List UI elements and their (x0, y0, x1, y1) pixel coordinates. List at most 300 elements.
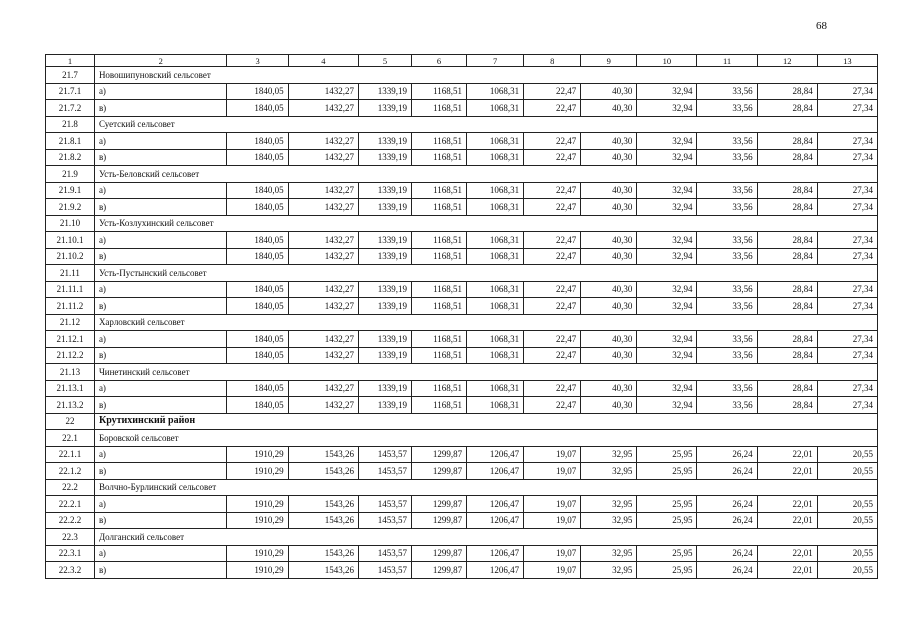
row-code: 22.3.1 (46, 545, 95, 562)
value-cell: 32,94 (637, 347, 697, 364)
value-cell: 27,34 (817, 182, 877, 199)
value-cell: 1168,51 (412, 83, 467, 100)
table-row (46, 545, 878, 562)
value-cell: 32,95 (581, 512, 637, 529)
value-cell: 1453,57 (359, 446, 412, 463)
value-cell: 28,84 (757, 248, 817, 265)
value-cell: 1543,26 (288, 545, 358, 562)
group-name: Долганский сельсовет (94, 529, 877, 546)
column-header: 8 (524, 55, 581, 67)
value-cell: 1432,27 (288, 380, 358, 397)
value-cell: 1068,31 (467, 248, 524, 265)
value-cell: 1339,19 (359, 133, 412, 150)
value-cell: 28,84 (757, 83, 817, 100)
value-cell: 40,30 (581, 380, 637, 397)
row-code: 22.3.2 (46, 562, 95, 579)
value-cell: 1432,27 (288, 232, 358, 249)
value-cell: 27,34 (817, 281, 877, 298)
value-cell: 26,24 (697, 463, 757, 480)
value-cell: 19,07 (524, 496, 581, 513)
row-label: в) (94, 463, 227, 480)
row-label: а) (94, 232, 227, 249)
value-cell: 26,24 (697, 512, 757, 529)
header-row (46, 55, 878, 67)
row-label: в) (94, 347, 227, 364)
row-label: а) (94, 446, 227, 463)
value-cell: 32,94 (637, 397, 697, 414)
value-cell: 1168,51 (412, 182, 467, 199)
value-cell: 33,56 (697, 199, 757, 216)
group-row (46, 430, 878, 447)
district-row (46, 413, 878, 430)
value-cell: 33,56 (697, 248, 757, 265)
value-cell: 32,94 (637, 133, 697, 150)
row-code: 21.9.2 (46, 199, 95, 216)
row-code: 22.2.1 (46, 496, 95, 513)
table-row (46, 298, 878, 315)
value-cell: 1068,31 (467, 133, 524, 150)
row-code: 21.10 (46, 215, 95, 232)
value-cell: 27,34 (817, 232, 877, 249)
value-cell: 1543,26 (288, 562, 358, 579)
value-cell: 1168,51 (412, 347, 467, 364)
value-cell: 1432,27 (288, 149, 358, 166)
value-cell: 32,94 (637, 83, 697, 100)
value-cell: 1840,05 (227, 100, 288, 117)
value-cell: 1840,05 (227, 83, 288, 100)
column-header: 12 (757, 55, 817, 67)
value-cell: 26,24 (697, 545, 757, 562)
value-cell: 20,55 (817, 496, 877, 513)
value-cell: 40,30 (581, 133, 637, 150)
group-name: Усть-Пустынский сельсовет (94, 265, 877, 282)
value-cell: 26,24 (697, 496, 757, 513)
row-code: 21.13 (46, 364, 95, 381)
group-row (46, 116, 878, 133)
value-cell: 22,47 (524, 149, 581, 166)
value-cell: 32,94 (637, 149, 697, 166)
value-cell: 27,34 (817, 83, 877, 100)
row-label: а) (94, 496, 227, 513)
value-cell: 1339,19 (359, 298, 412, 315)
table-row (46, 496, 878, 513)
value-cell: 1432,27 (288, 347, 358, 364)
value-cell: 25,95 (637, 562, 697, 579)
value-cell: 40,30 (581, 100, 637, 117)
value-cell: 33,56 (697, 100, 757, 117)
value-cell: 1206,47 (467, 562, 524, 579)
value-cell: 1432,27 (288, 298, 358, 315)
value-cell: 33,56 (697, 380, 757, 397)
value-cell: 32,94 (637, 232, 697, 249)
table-row (46, 463, 878, 480)
row-code: 21.12.1 (46, 331, 95, 348)
value-cell: 1432,27 (288, 248, 358, 265)
row-code: 21.12 (46, 314, 95, 331)
value-cell: 1068,31 (467, 397, 524, 414)
row-code: 21.8.1 (46, 133, 95, 150)
value-cell: 1543,26 (288, 496, 358, 513)
value-cell: 28,84 (757, 100, 817, 117)
group-row (46, 479, 878, 496)
value-cell: 28,84 (757, 380, 817, 397)
value-cell: 32,94 (637, 248, 697, 265)
value-cell: 1910,29 (227, 463, 288, 480)
value-cell: 1840,05 (227, 397, 288, 414)
value-cell: 1068,31 (467, 149, 524, 166)
value-cell: 1168,51 (412, 100, 467, 117)
table-row (46, 248, 878, 265)
value-cell: 1432,27 (288, 83, 358, 100)
row-code: 21.8.2 (46, 149, 95, 166)
table-row (46, 331, 878, 348)
value-cell: 25,95 (637, 463, 697, 480)
value-cell: 32,94 (637, 182, 697, 199)
value-cell: 33,56 (697, 347, 757, 364)
value-cell: 1168,51 (412, 248, 467, 265)
value-cell: 32,95 (581, 545, 637, 562)
value-cell: 1339,19 (359, 232, 412, 249)
value-cell: 40,30 (581, 347, 637, 364)
value-cell: 22,47 (524, 397, 581, 414)
row-code: 21.11.1 (46, 281, 95, 298)
row-code: 22.1.1 (46, 446, 95, 463)
value-cell: 1840,05 (227, 281, 288, 298)
table-row (46, 380, 878, 397)
value-cell: 20,55 (817, 446, 877, 463)
value-cell: 1339,19 (359, 248, 412, 265)
value-cell: 40,30 (581, 149, 637, 166)
value-cell: 20,55 (817, 545, 877, 562)
value-cell: 19,07 (524, 446, 581, 463)
value-cell: 40,30 (581, 298, 637, 315)
column-header: 5 (359, 55, 412, 67)
value-cell: 1339,19 (359, 149, 412, 166)
value-cell: 1910,29 (227, 512, 288, 529)
group-name: Усть-Беловский сельсовет (94, 166, 877, 183)
value-cell: 27,34 (817, 347, 877, 364)
value-cell: 22,01 (757, 545, 817, 562)
table-row (46, 149, 878, 166)
value-cell: 19,07 (524, 512, 581, 529)
row-label: в) (94, 248, 227, 265)
row-code: 22.2.2 (46, 512, 95, 529)
value-cell: 1339,19 (359, 281, 412, 298)
value-cell: 1206,47 (467, 463, 524, 480)
row-code: 21.7 (46, 67, 95, 84)
row-code: 22.3 (46, 529, 95, 546)
value-cell: 28,84 (757, 133, 817, 150)
table-body (46, 67, 878, 579)
value-cell: 25,95 (637, 446, 697, 463)
row-label: в) (94, 562, 227, 579)
group-name: Новошипуновский сельсовет (94, 67, 877, 84)
value-cell: 1299,87 (412, 463, 467, 480)
value-cell: 1206,47 (467, 545, 524, 562)
column-header: 10 (637, 55, 697, 67)
value-cell: 28,84 (757, 331, 817, 348)
value-cell: 32,95 (581, 496, 637, 513)
value-cell: 27,34 (817, 133, 877, 150)
value-cell: 1299,87 (412, 562, 467, 579)
value-cell: 1068,31 (467, 380, 524, 397)
value-cell: 1453,57 (359, 545, 412, 562)
value-cell: 27,34 (817, 248, 877, 265)
table-row (46, 347, 878, 364)
column-header: 11 (697, 55, 757, 67)
row-code: 21.13.2 (46, 397, 95, 414)
value-cell: 19,07 (524, 463, 581, 480)
value-cell: 1910,29 (227, 496, 288, 513)
value-cell: 22,47 (524, 248, 581, 265)
value-cell: 1299,87 (412, 545, 467, 562)
value-cell: 32,95 (581, 463, 637, 480)
value-cell: 1206,47 (467, 446, 524, 463)
row-label: в) (94, 149, 227, 166)
value-cell: 32,94 (637, 281, 697, 298)
value-cell: 1910,29 (227, 446, 288, 463)
value-cell: 27,34 (817, 331, 877, 348)
value-cell: 40,30 (581, 331, 637, 348)
group-name: Чинетинский сельсовет (94, 364, 877, 381)
value-cell: 33,56 (697, 232, 757, 249)
value-cell: 1432,27 (288, 397, 358, 414)
row-code: 21.10.1 (46, 232, 95, 249)
value-cell: 1299,87 (412, 496, 467, 513)
value-cell: 22,47 (524, 281, 581, 298)
row-label: а) (94, 331, 227, 348)
row-label: в) (94, 512, 227, 529)
value-cell: 1453,57 (359, 512, 412, 529)
value-cell: 22,01 (757, 562, 817, 579)
value-cell: 1910,29 (227, 545, 288, 562)
row-label: в) (94, 100, 227, 117)
value-cell: 28,84 (757, 281, 817, 298)
value-cell: 1206,47 (467, 496, 524, 513)
value-cell: 1299,87 (412, 446, 467, 463)
value-cell: 28,84 (757, 199, 817, 216)
value-cell: 1068,31 (467, 83, 524, 100)
value-cell: 1068,31 (467, 331, 524, 348)
value-cell: 27,34 (817, 149, 877, 166)
value-cell: 1840,05 (227, 347, 288, 364)
value-cell: 1339,19 (359, 182, 412, 199)
table-row (46, 83, 878, 100)
value-cell: 22,01 (757, 512, 817, 529)
value-cell: 1168,51 (412, 199, 467, 216)
value-cell: 22,47 (524, 298, 581, 315)
row-label: а) (94, 83, 227, 100)
column-header: 13 (817, 55, 877, 67)
row-code: 21.11.2 (46, 298, 95, 315)
row-code: 21.12.2 (46, 347, 95, 364)
value-cell: 27,34 (817, 298, 877, 315)
value-cell: 1453,57 (359, 562, 412, 579)
group-row (46, 215, 878, 232)
group-name: Суетский сельсовет (94, 116, 877, 133)
value-cell: 32,94 (637, 298, 697, 315)
row-label: в) (94, 298, 227, 315)
tariff-table (45, 54, 878, 579)
value-cell: 1168,51 (412, 133, 467, 150)
value-cell: 33,56 (697, 182, 757, 199)
value-cell: 22,47 (524, 347, 581, 364)
value-cell: 22,47 (524, 133, 581, 150)
value-cell: 25,95 (637, 545, 697, 562)
value-cell: 22,47 (524, 232, 581, 249)
value-cell: 1339,19 (359, 83, 412, 100)
value-cell: 1840,05 (227, 380, 288, 397)
value-cell: 27,34 (817, 199, 877, 216)
table-row (46, 512, 878, 529)
value-cell: 20,55 (817, 512, 877, 529)
column-header: 9 (581, 55, 637, 67)
column-header: 2 (94, 55, 227, 67)
value-cell: 25,95 (637, 496, 697, 513)
value-cell: 26,24 (697, 446, 757, 463)
value-cell: 1840,05 (227, 248, 288, 265)
value-cell: 1168,51 (412, 397, 467, 414)
value-cell: 22,01 (757, 496, 817, 513)
value-cell: 1840,05 (227, 149, 288, 166)
value-cell: 1432,27 (288, 100, 358, 117)
value-cell: 20,55 (817, 562, 877, 579)
group-name: Волчно-Бурлинский сельсовет (94, 479, 877, 496)
row-label: а) (94, 182, 227, 199)
value-cell: 1432,27 (288, 133, 358, 150)
value-cell: 25,95 (637, 512, 697, 529)
value-cell: 22,47 (524, 199, 581, 216)
value-cell: 28,84 (757, 232, 817, 249)
row-label: а) (94, 133, 227, 150)
row-code: 22 (46, 413, 95, 430)
value-cell: 40,30 (581, 232, 637, 249)
value-cell: 32,94 (637, 331, 697, 348)
value-cell: 32,94 (637, 100, 697, 117)
value-cell: 1068,31 (467, 298, 524, 315)
row-label: в) (94, 397, 227, 414)
value-cell: 1840,05 (227, 331, 288, 348)
value-cell: 33,56 (697, 298, 757, 315)
value-cell: 40,30 (581, 199, 637, 216)
row-code: 21.7.2 (46, 100, 95, 117)
table-row (46, 232, 878, 249)
value-cell: 28,84 (757, 149, 817, 166)
value-cell: 28,84 (757, 182, 817, 199)
row-label: а) (94, 281, 227, 298)
group-name: Боровской сельсовет (94, 430, 877, 447)
value-cell: 1840,05 (227, 182, 288, 199)
row-code: 21.10.2 (46, 248, 95, 265)
table-row (46, 133, 878, 150)
value-cell: 28,84 (757, 397, 817, 414)
value-cell: 1068,31 (467, 199, 524, 216)
group-row (46, 265, 878, 282)
group-row (46, 529, 878, 546)
value-cell: 19,07 (524, 562, 581, 579)
table-row (46, 100, 878, 117)
value-cell: 28,84 (757, 347, 817, 364)
value-cell: 1068,31 (467, 347, 524, 364)
value-cell: 40,30 (581, 83, 637, 100)
value-cell: 27,34 (817, 380, 877, 397)
value-cell: 33,56 (697, 331, 757, 348)
value-cell: 1543,26 (288, 446, 358, 463)
value-cell: 32,95 (581, 562, 637, 579)
row-label: а) (94, 545, 227, 562)
value-cell: 1339,19 (359, 347, 412, 364)
value-cell: 1168,51 (412, 298, 467, 315)
value-cell: 40,30 (581, 182, 637, 199)
value-cell: 1168,51 (412, 281, 467, 298)
page-number: 68 (816, 20, 827, 32)
row-label: а) (94, 380, 227, 397)
row-label: в) (94, 199, 227, 216)
value-cell: 22,01 (757, 446, 817, 463)
value-cell: 1339,19 (359, 331, 412, 348)
value-cell: 1840,05 (227, 133, 288, 150)
value-cell: 28,84 (757, 298, 817, 315)
value-cell: 22,47 (524, 380, 581, 397)
value-cell: 32,94 (637, 199, 697, 216)
value-cell: 1168,51 (412, 232, 467, 249)
row-code: 21.7.1 (46, 83, 95, 100)
value-cell: 33,56 (697, 281, 757, 298)
value-cell: 22,47 (524, 182, 581, 199)
row-code: 22.1 (46, 430, 95, 447)
group-row (46, 67, 878, 84)
value-cell: 33,56 (697, 83, 757, 100)
value-cell: 22,47 (524, 100, 581, 117)
value-cell: 40,30 (581, 281, 637, 298)
value-cell: 27,34 (817, 397, 877, 414)
row-code: 22.2 (46, 479, 95, 496)
value-cell: 1168,51 (412, 149, 467, 166)
column-header: 4 (288, 55, 358, 67)
value-cell: 1068,31 (467, 100, 524, 117)
value-cell: 1840,05 (227, 298, 288, 315)
value-cell: 1206,47 (467, 512, 524, 529)
value-cell: 1432,27 (288, 182, 358, 199)
value-cell: 1068,31 (467, 281, 524, 298)
value-cell: 22,01 (757, 463, 817, 480)
row-code: 21.9 (46, 166, 95, 183)
group-row (46, 166, 878, 183)
value-cell: 1432,27 (288, 331, 358, 348)
value-cell: 1168,51 (412, 331, 467, 348)
value-cell: 1339,19 (359, 199, 412, 216)
row-code: 22.1.2 (46, 463, 95, 480)
value-cell: 1068,31 (467, 182, 524, 199)
value-cell: 1068,31 (467, 232, 524, 249)
value-cell: 40,30 (581, 248, 637, 265)
column-header: 7 (467, 55, 524, 67)
group-name: Харловский сельсовет (94, 314, 877, 331)
column-header: 6 (412, 55, 467, 67)
column-header: 1 (46, 55, 95, 67)
value-cell: 1910,29 (227, 562, 288, 579)
value-cell: 1339,19 (359, 100, 412, 117)
row-code: 21.8 (46, 116, 95, 133)
table-row (46, 182, 878, 199)
value-cell: 32,95 (581, 446, 637, 463)
value-cell: 33,56 (697, 149, 757, 166)
value-cell: 1339,19 (359, 380, 412, 397)
value-cell: 19,07 (524, 545, 581, 562)
value-cell: 1543,26 (288, 512, 358, 529)
row-code: 21.9.1 (46, 182, 95, 199)
value-cell: 1339,19 (359, 397, 412, 414)
